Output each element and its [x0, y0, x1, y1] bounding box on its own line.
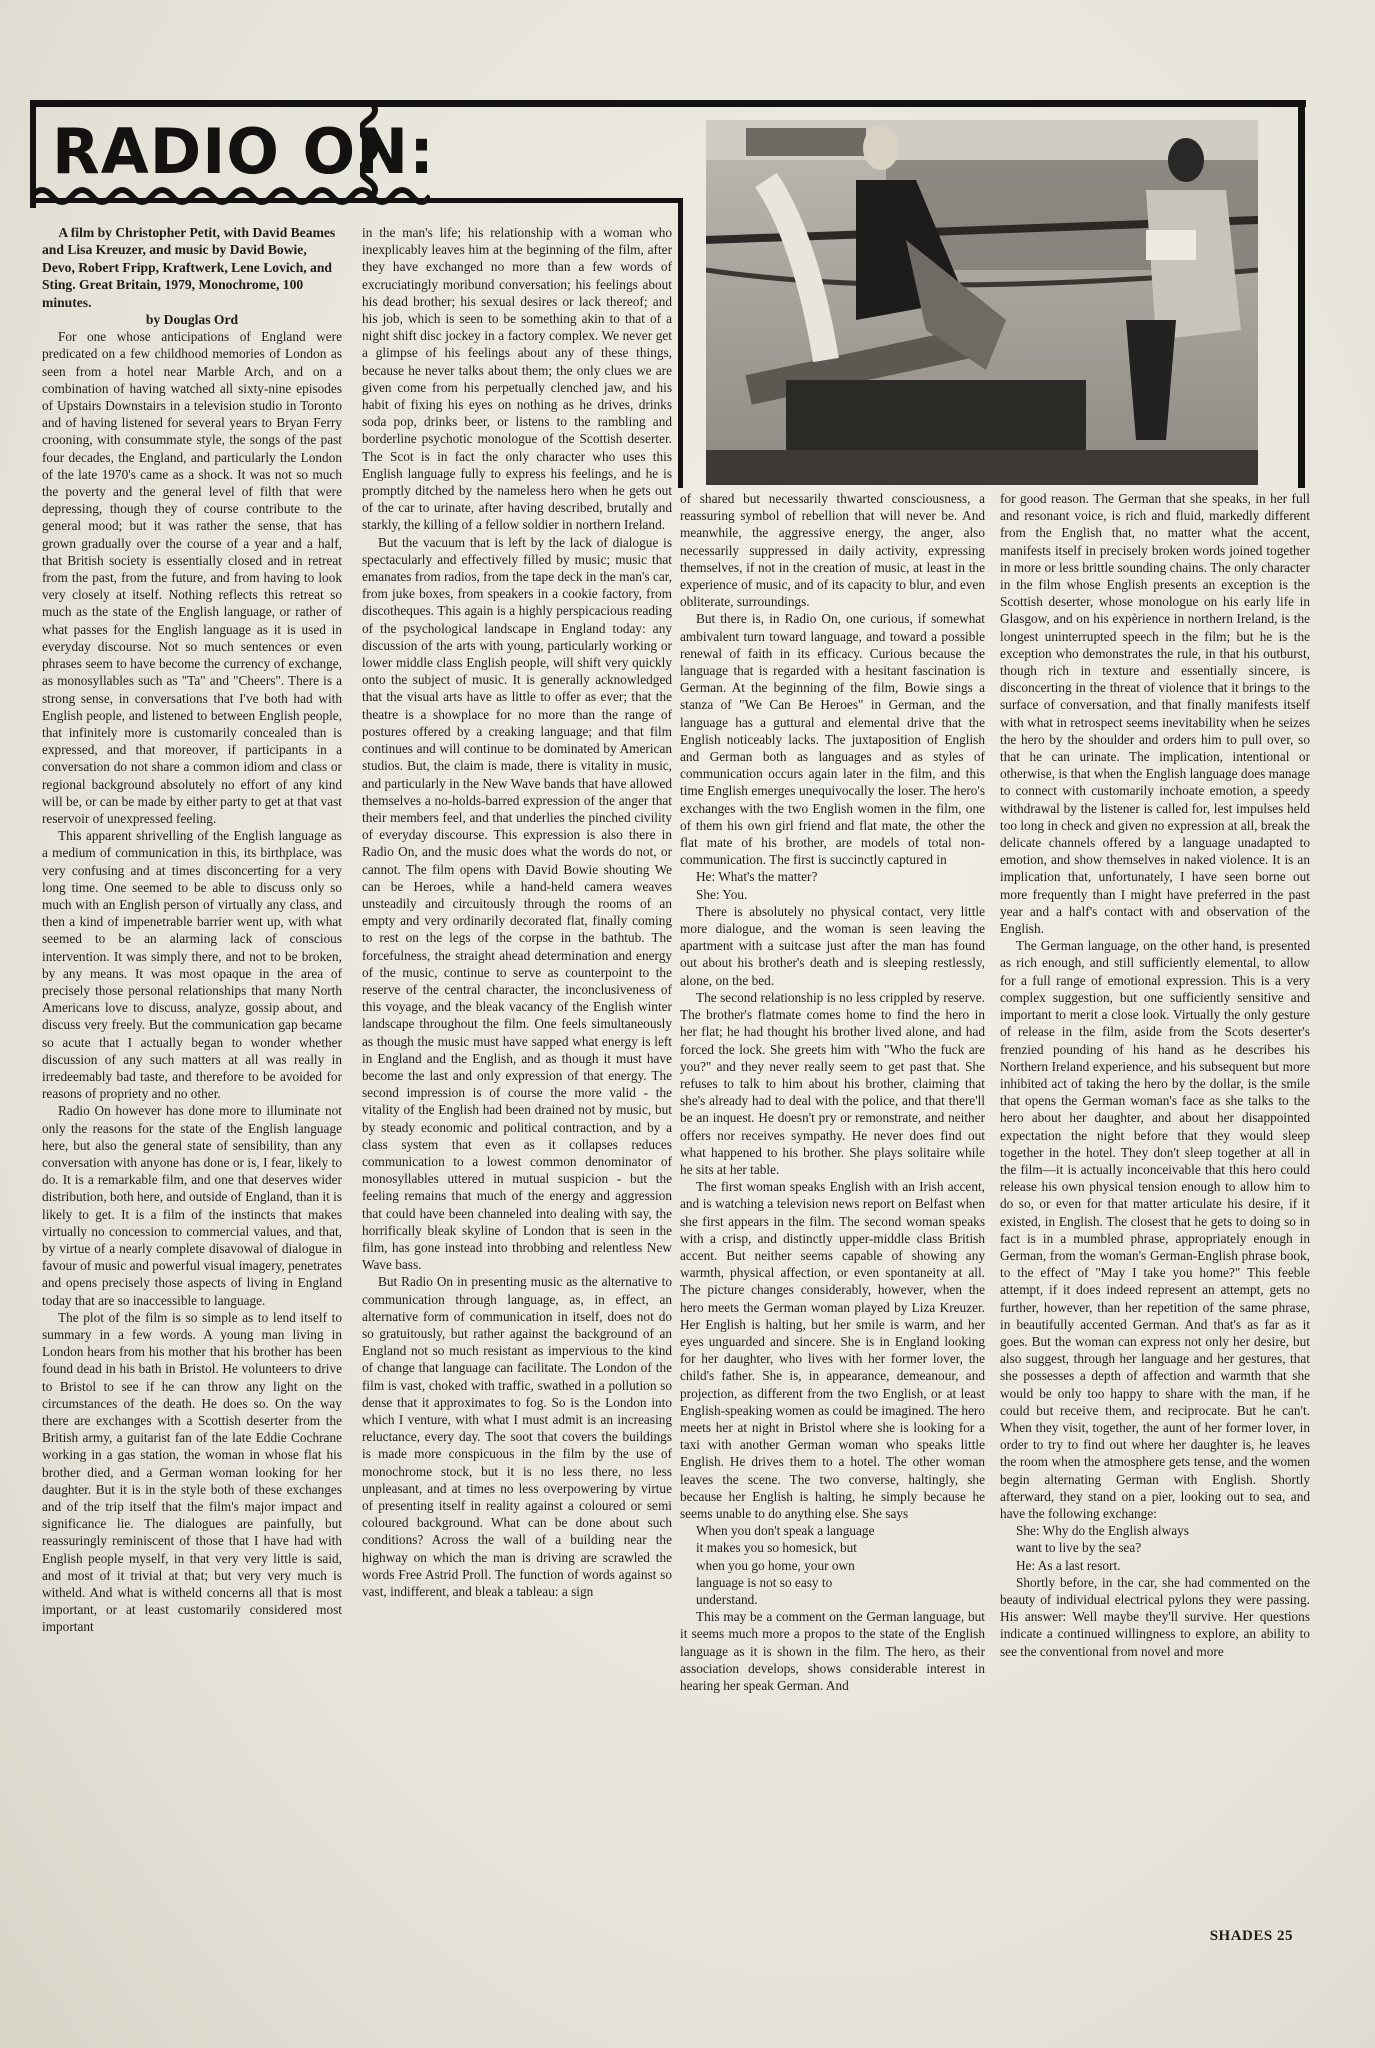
page-footer: SHADES 25 [1209, 1928, 1293, 1944]
paragraph: of shared but necessarily thwarted consciousness, a reassuring symbol of rebellion that will never be. And meanwhile, the aggressive energy, the anger, also necessarily suppressed in daily activity, expressing themselves, if not in the creation of music, at least in the experience of music, and of its capacity to blur, and even obliterate, surroundings. [680, 491, 985, 610]
column-1 [42, 224, 342, 1636]
dialogue-line: He: What's the matter? [695, 869, 818, 885]
film-still-photo [706, 120, 1258, 485]
paragraph: The German language, on the other hand, is presented as rich enough, and still sufficiently elemental, to allow for a full range of emotional expression. This is a very complex suggestion, but one sufficiently sensitive and important to merit a close look. Virtually the only gesture of release in the film, aside from the Scots deserter's frenzied pounding of his hand as he describes his Northern Ireland experience, and his subsequent but more inhibited act of taking the hero by the dollar, is the smile that opens the German woman's face as she talks to the hero about her daughter, and about her disappointed expectation the night before that they would sleep together in the hotel. They don't sleep together at all in the film—it is actually inconceivable that this hero could release his own physical tension enough to allow him to do so, or even for that matter articulate his desire, if it existed, in English. The closest that he gets to doing so in fact is in a mumbled phrase, appropriately enough in German, from the woman's German-English phrase book, to the effect of "May I take you home?" This feeble attempt, if it does indeed represent an attempt, gets no further, however, than her repetition of the same phrase, in beautifully accented German. And that's as far as it goes. But the woman can express not only her desire, but also suggest, through her language and her gestures, that she possesses a depth of affection and warmth that she would be only too happy to share with the man, if he could but receive them, and reciprocate. But he can't. When they visit, together, the aunt of her former lover, in order to try to find out where her daughter is, he leaves the room when the atmosphere gets tense, and the women begin alternating German with English. Shortly afterward, they stand on a pier, looking out to sea, and have the following exchange: [1000, 938, 1310, 1521]
paragraph: This apparent shrivelling of the English language as a medium of communication in this, its birthplace, was very confusing and at times disconcerting for a very long time. One seemed to be able to discuss only so much with an English person of virtually any class, and then a kind of impenetrable barrier went up, with what seemed to be an alarming lack of conscious intervention. It was simply there, and not to be broken, by any means. It was most opaque in the area of precisely those personal relationships that many North Americans love to discuss, analyze, gossip about, and discuss very freely. But the communication gap became so acute that I actually began to wonder whether discussion of any such matters at all was really in irredeemably bad taste, and therefore to be avoided for reasons of propriety and no other. [42, 828, 342, 1102]
column-2 [362, 224, 672, 1600]
paragraph: The plot of the film is so simple as to lend itself to summary in a few words. A young man living in London hears from his mother that his brother has been found dead in his bath in Bristol. He volunteers to drive to Bristol to see if he can throw any light on the circumstances of the death. He does so. On the way there are exchanges with a Scottish deserter from the British army, a guitarist fan of the late Eddie Cochrane working in a gas station, the woman in whose flat his brother died, and a German woman looking for her daughter. But it is in the style both of these exchanges and of the trip itself that the film's major impact and significance lie. The dialogues are painfully, but reassuringly reminiscent of those that I have had with English people myself, in that very very little is said, and most of it trivial at that; but very very much is witheld. And what is witheld concerns all that is most important, or at least customarily considered most important [42, 1309, 342, 1635]
paragraph: for good reason. The German that she speaks, in her full and resonant voice, is rich and fluid, markedly different from the English that, no matter what the accent, manifests itself in precisely broken words joined together in more or less brittle sounding chains. The only character in the film whose English presents an exception is the Scottish deserter, whose monologue on his early life in Glasgow, and on his expèrience in northern Ireland, is the longest uninterrupted speech in the film; but he is the exception who demonstrates the rule, in that his outburst, though rich in texture and essentially sincere, is disconcerting in the threat of violence that it brings to the surface of conversation, and that finally manifests itself with what in retrospect seems inevitability when he seizes the hero by the shoulder and orders him to pull over, so that he can urinate. The implication, intentional or otherwise, is that when the English language does manage to connect with customarily inchoate emotion, a speedy withdrawal by the listener is called for, lest impulses held too long in check and given no expression at all, break the delicate channels offered by a language unadapted to emotion, and show themselves in naked violence. It is an implication that, unfortunately, I have seen borne out more frequently than I might have preferred in the past year and a half's contact with and observation of the English. [1000, 491, 1310, 937]
paragraph: The second relationship is no less crippled by reserve. The brother's flatmate comes home to find the hero in her flat; he had thought his brother lived alone, and had forced the lock. She greets him with "Who the fuck are you?" and they never really seem to get past that. She refuses to talk to him about his brother, claiming that she's already had to deal with the police, and that there'll be an inquest. He doesn't pry or remonstrate, and neither offers nor receives sympathy. He never does find out what happened to his brother. She plays solitaire while he sits at her table. [680, 989, 985, 1177]
film-still-image [706, 120, 1258, 485]
credits-box-rule-top [30, 198, 682, 203]
column-4 [1000, 490, 1310, 1660]
paragraph: For one whose anticipations of England were predicated on a few childhood memories of London as seen from a hotel near Marble Arch, and on a combination of having watched all sixty-nine episodes of Upstairs Downstairs in a television studio in Toronto and of having listened for several years to Bryan Ferry crooning, with consummate style, the songs of the past four decades, the England, and particularly the London of the late 1970's came as a shock. It was not so much the poverty and the general level of filth that were depressing, though they of course contribute to the general mood; but it was rather the sense, that has grown gradually over the course of a year and a half, that British society is essentially closed and in retreat from the past, from the future, and from having to look very closely at itself. Nothing reflects this retreat so much as the state of the English language, or rather of what passes for the English language as it is used in everyday discourse. Not so much sentences or even phrases seem to have become the currency of exchange, as monosyllables such as "Ta" and "Cheers". There is a strong sense, in conversations that I've both had with English people, and listened to between English people, that infinitely more is customarily concealed than is expressed, and that moreover, if participants in a conversation do not share a common idiom and class or regional background absolutely no effort of any kind will be, or can be made by either party to get at that vast reservoir of unexpressed feeling. [42, 329, 342, 826]
quote-line: language is not so easy to [695, 1574, 833, 1590]
paragraph: But Radio On in presenting music as the alternative to communication through language, as, in effect, an alternative form of communication in itself, does not do so gratuitously, but rather against the background of an England not so much resistant as impervious to the kind of change that language can facilitate. The London of the film is vast, choked with traffic, swathed in a pollution so dense that it approximates to fog. So is the London into which I venture, with what I must admit is an increasing reluctance, every day. The soot that covers the buildings is made more conspicuous in the film by the use of monochrome stock, but it is no less there, no less unpleasant, and at times no less overpowering by virtue of presenting itself in reality against a coloured or semi coloured background. What can be done about such conditions? Across the wall of a building near the highway on which the man is driving are scrawled the words Free Astrid Proll. The function of words against so vast, indifferent, and bleak a tableau: a sign [362, 1274, 672, 1600]
dialogue-line: He: As a last resort. [1015, 1557, 1121, 1573]
paragraph: in the man's life; his relationship with a woman who inexplicably leaves him at the beginning of the film, after they have exchanged no more than a few words of excruciatingly moribund conversation; his feelings about his dead brother; his sexual desires or lack thereof; and his job, which is seen to be something akin to that of a night shift disc jockey in a factory complex. We never get a glimpse of his feelings about any of these things, because he never talks about them; the only clues we are given come from his perpetually clenched jaw, and his habit of fixing his eyes on nothing as he drives, drinks soda pop, drinks beer, or listens to the rambling and borderline psychotic monologue of the Scottish deserter. The Scot is in fact the only character who uses this English language fully to express his feelings, and he is promptly ditched by the nameless hero when he gets out of the car to urinate, after having described, brutally and starkly, the killing of a fellow soldier in northern Ireland. [362, 225, 672, 533]
quote-line: it makes you so homesick, but [695, 1540, 857, 1556]
credits-box-rule-right [678, 198, 683, 488]
dialogue-line: She: Why do the English always [1015, 1523, 1189, 1539]
column-3 [680, 490, 985, 1694]
paragraph: But there is, in Radio On, one curious, if somewhat ambivalent turn toward language, and toward a possible renewal of faith in its efficacy. Curious because the language that is regarded with a hesitant fascination is German. At the beginning of the film, Bowie sings a stanza of "We Can Be Heroes" in German, and the language has a guttural and elemental drive that the English noticeably lacks. The juxtaposition of English and German both as languages and as styles of communication occurs again later in the film, and this time English emerges unequivocally the loser. The hero's exchanges with the two English women in the film, one of them his own girl friend and flat mate, the other the flat mate of his brother, are models of total non-communication. The first is succinctly captured in [680, 611, 985, 868]
byline: by Douglas Ord [145, 312, 239, 328]
quote-line: understand. [695, 1592, 758, 1607]
dialogue-line: want to live by the sea? [1015, 1540, 1142, 1556]
paragraph: The first woman speaks English with an Irish accent, and is watching a television news report on Belfast when she first appears in the film. The second woman speaks with a crisp, and distinctly upper-middle class British accent. But neither seems capable of showing any warmth, physical affection, or even spontaneity at all. The picture changes considerably, however, when the hero meets the German woman played by Liza Kreuzer. Her English is halting, but her smile is warm, and her eyes unguarded and sincere. She is in England looking for her daughter, who lives with her former lover, the child's father. She is, in appearance, demeanour, and projection, as different from the two English, or at least English-speaking women as could be imagined. The hero meets her at night in Bristol where she is looking for a taxi with another German woman who speaks little English. He drives them to a hotel. The other woman leaves the scene. The two converse, haltingly, she because her English is halting, he simply because he seems unable to do anything else. She says [680, 1179, 985, 1521]
dialogue-line: She: You. [695, 886, 748, 902]
paragraph: There is absolutely no physical contact, very little more dialogue, and the woman is seen leaving the apartment with a suitcase just after the man has found out about his brother's death and is sleeping restlessly, alone, on the bed. [680, 903, 985, 988]
quote-line: When you don't speak a language [695, 1523, 875, 1539]
photo-box-right-rule [1298, 100, 1305, 488]
paragraph: This may be a comment on the German language, but it seems much more a propos to the state of the English language as it is shown in the film. The hero, as their association develops, shows considerable interest in hearing her speak German. And [680, 1609, 985, 1694]
paragraph: But the vacuum that is left by the lack of dialogue is spectacularly and effectively filled by music; music that emanates from radios, from the tape deck in the man's car, from juke boxes, from speakers in a cookie factory, from discotheques. This again is a highly perspicacious reading of the psychological landscape in England today: any discussion of the arts with young, particularly working or lower middle class English people, will shift very quickly onto the subject of music. It is generally acknowledged that the visual arts have as little to offer as ever; that the theatre is a showplace for no more than the range of postures offered by a creaking language; and that film continues and will continue to be dominated by American studios. But, the claim is made, there is vitality in music, and particularly in the New Wave bands that have allowed themselves a no-holds-barred expression of the anger that their members feel, and that underlies the pinched civility of everyday discourse. This expression is also there in Radio On, and the music does what the words do not, or cannot. The film opens with David Bowie shouting We can be Heroes, while a hand-held camera weaves unsteadily and circuitously through the rooms of an empty and very ordinarily decorated flat, finally coming to rest on the legs of the corpse in the bathtub. The forcefulness, the straight ahead determination and energy of the music, continue to serve as counterpoint to the reserve of the central character, the inconclusiveness of this voyage, and the bleak vacancy of the English winter landscape throughout the film. One feels simultaneously as though the music must have sapped what energy is left in England and the English, and as though it must have become the last and only expression of that energy. The second impression is of course the more valid - the vitality of the English had been drained not by music, but by steady economic and political contraction, and by a class system that even as it collapses reduces communication to a lowest common denominator of monosyllables uttered in mutual suspicion - but the feeling remains that much of the energy and aggression that could have been channeled into dealing with say, the horrifically bleak skyline of London that is seen in the film, has gone instead into throbbing and relentless New Wave bass. [362, 534, 672, 1273]
film-credits: A film by Christopher Petit, with David Beames and Lisa Kreuzer, and music by David Bowie, Devo, Robert Fripp, Kraftwerk, Lene Lovich, and Sting. Great Britain, 1979, Monochrome, 100 minutes. [42, 225, 336, 310]
article-title: RADIO ON: [52, 115, 435, 188]
paragraph: Shortly before, in the car, she had commented on the beauty of individual electrical pylons they were passing. His answer: Well maybe they'll survive. Her questions indicate a continued willingness to explore, an ability to see the conventional from novel and more [1000, 1574, 1310, 1659]
paragraph: Radio On however has done more to illuminate not only the reasons for the state of the English language here, but also the general state of sensibility, than any conversation with anyone has done or is, I fear, likely to do. It is a remarkable film, and one that deserves wider distribution, both here, and outside of England, than it is likely to get. It is a film of the instincts that makes virtually no concession to commercial values, and that, by virtue of a nearly complete disavowal of dialogue in favour of music and powerful visual imagery, penetrates and opens precisely those aspects of living in England today that are so inaccessible to language. [42, 1103, 342, 1308]
top-rule [34, 100, 1306, 107]
quote-line: when you go home, your own [695, 1557, 855, 1573]
